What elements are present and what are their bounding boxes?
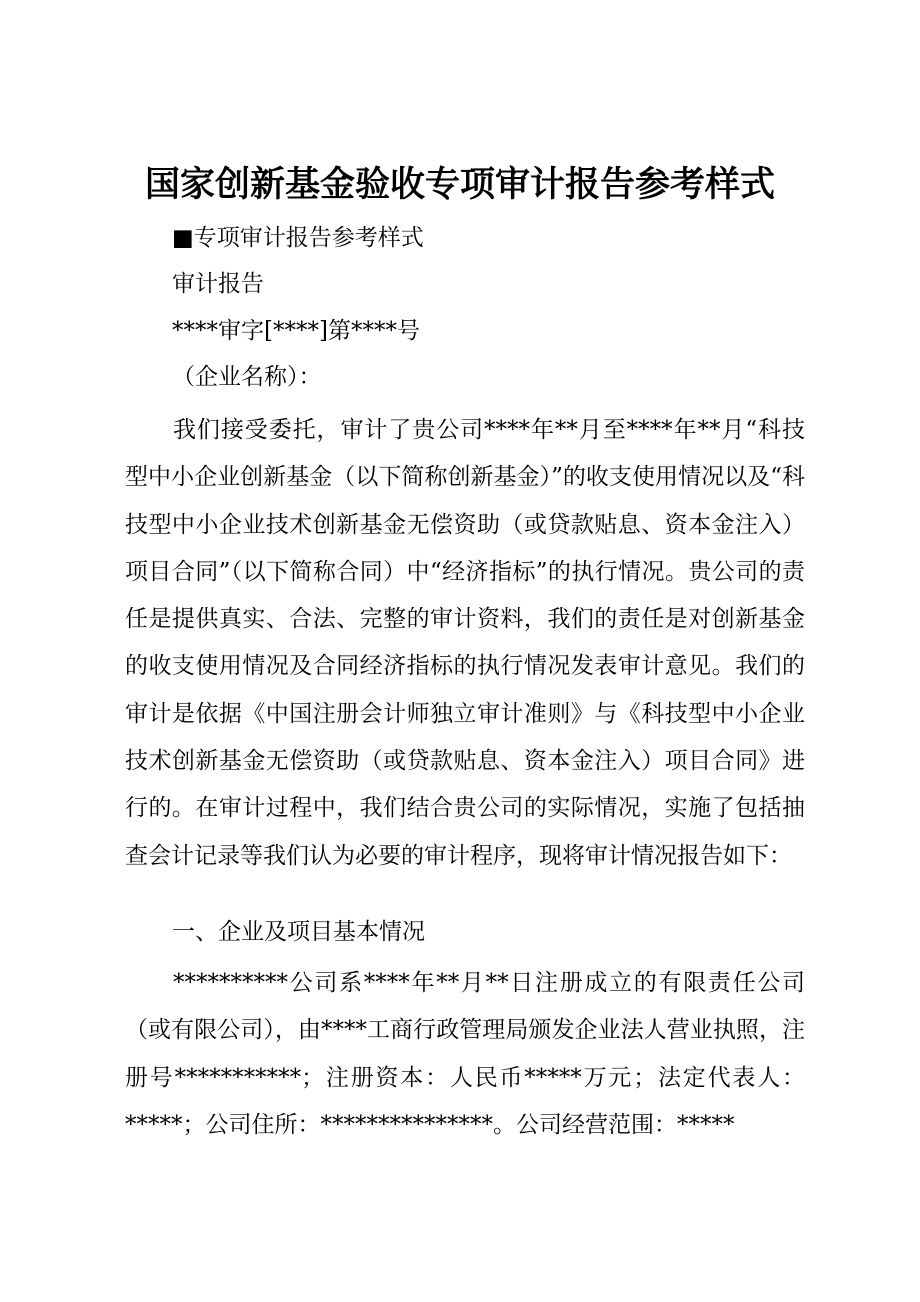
addressee: （企业名称）： [172,364,322,390]
report-heading: 审计报告 [172,271,264,297]
paragraph-company-info: **********公司系****年**月**日注册成立的有限责任公司（或有限公司），由****工商行政管理局颁发企业法人营业执照，注册号***********；注册资本：人民币*****万元；法定代表人：*****；公司住所：***************。公司经营范围：***** [125,970,805,1138]
subtitle: ■专项审计报告参考样式 [172,225,424,251]
report-number: ****审字[****]第****号 [172,318,420,344]
paragraph-engagement: 我们接受委托，审计了贵公司****年**月至****年**月“科技型中小企业创新基金（以下简称创新基金）”的收支使用情况以及“科技型中小企业技术创新基金无偿资助（或贷款贴息、资本金注入）项目合同”（以下简称合同）中“经济指标”的执行情况。贵公司的责任是提供真实、合法、完整的审计资料，我们的责任是对创新基金的收支使用情况及合同经济指标的执行情况发表审计意见。我们的审计是依据《中国注册会计师独立审计准则》与《科技型中小企业技术创新基金无偿资助（或贷款贴息、资本金注入）项目合同》进行的。在审计过程中，我们结合贵公司的实际情况，实施了包括抽查会计记录等我们认为必要的审计程序，现将审计情况报告如下： [125,417,805,869]
document-title: 国家创新基金验收专项审计报告参考样式 [144,164,775,205]
section-heading-basic-info: 一、企业及项目基本情况 [172,919,425,945]
